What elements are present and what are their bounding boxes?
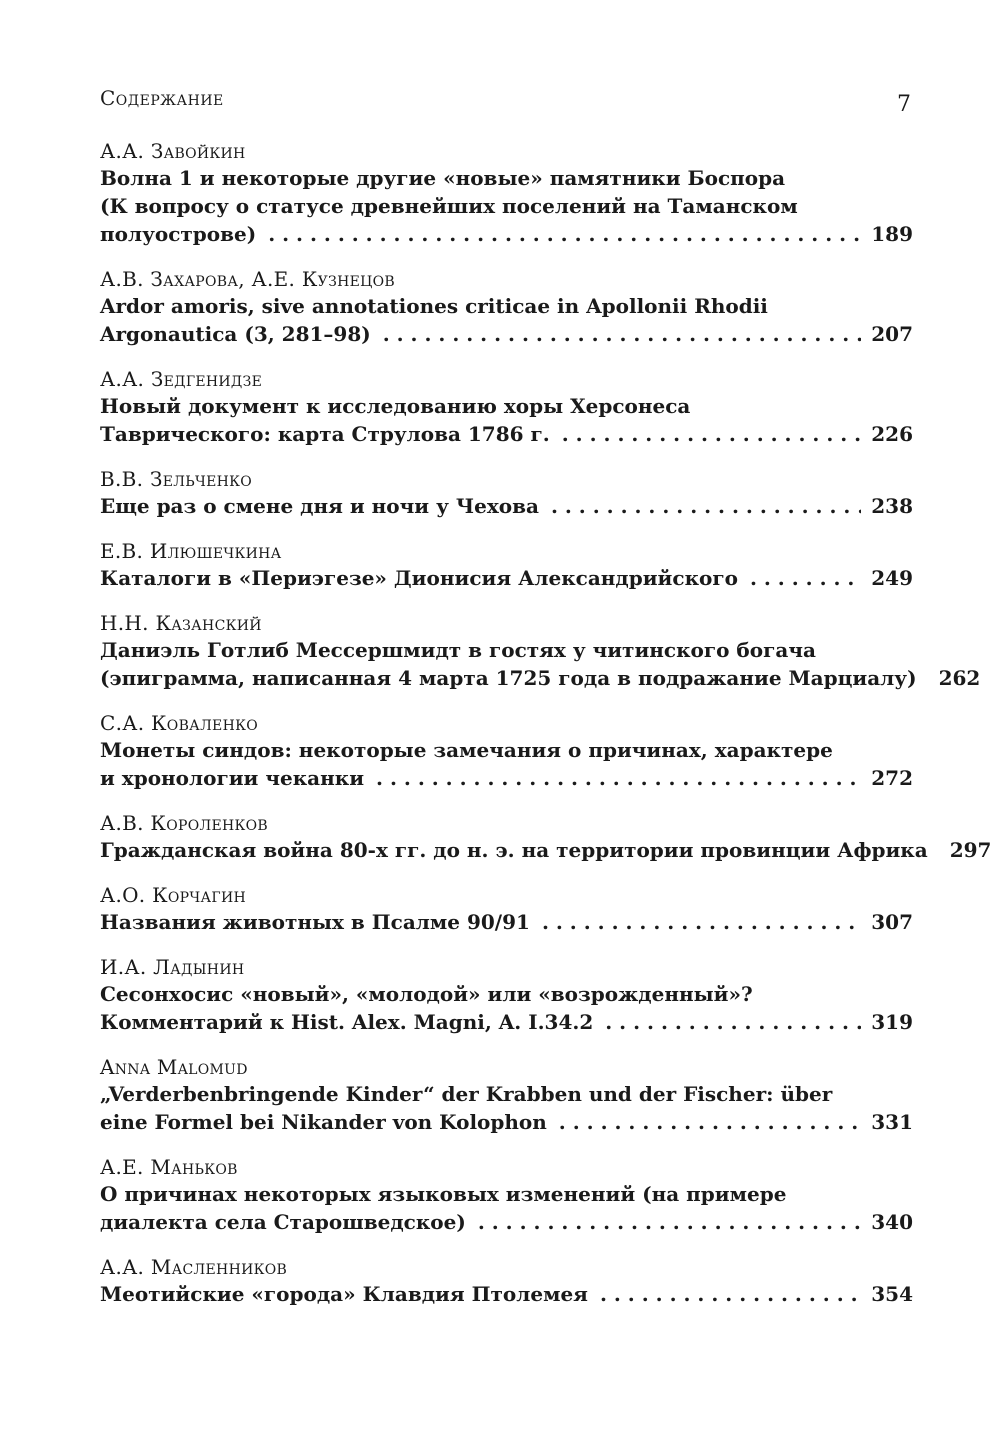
toc-page-number: 319: [871, 1010, 913, 1034]
toc-author: И.А. Ладынин: [100, 955, 245, 979]
dot-leader: [551, 492, 861, 520]
toc-entry[interactable]: [100, 138, 913, 248]
toc-author: А.В. Короленков: [100, 811, 268, 835]
toc-title-last-line: [100, 1108, 913, 1136]
toc-entry[interactable]: [100, 1054, 913, 1136]
toc-title-last-line: [100, 564, 913, 592]
toc-title-last-line: [100, 764, 913, 792]
toc-title-text: полуострове): [100, 222, 257, 246]
table-of-contents-page: [100, 86, 992, 1326]
toc-title-text: Еще раз о смене дня и ночи у Чехова: [100, 494, 539, 518]
toc-entry[interactable]: [100, 266, 913, 348]
dot-leader: [542, 908, 861, 936]
toc-title-text: Комментарий к Hist. Alex. Magni, A. I.34.2: [100, 1010, 594, 1034]
toc-entry[interactable]: [100, 710, 913, 792]
toc-title-text: Меотийские «города» Клавдия Птолемея: [100, 1282, 588, 1306]
toc-page-number: 340: [871, 1210, 913, 1234]
toc-entry[interactable]: [100, 810, 992, 864]
toc-author: А.А. Зедгенидзе: [100, 367, 263, 391]
toc-author: Anna Malomud: [100, 1055, 248, 1079]
dot-leader: [562, 420, 862, 448]
toc-author: А.А. Завойкин: [100, 139, 246, 163]
dot-leader: [376, 764, 861, 792]
dot-leader: [605, 1008, 861, 1036]
toc-entry[interactable]: [100, 366, 913, 448]
toc-page-number: 189: [871, 222, 913, 246]
toc-entry[interactable]: [100, 954, 913, 1036]
toc-title-last-line: [100, 908, 913, 936]
toc-title-line: Даниэль Готлиб Мессершмидт в гостях у читинского богача: [100, 638, 816, 662]
toc-author: Н.Н. Казанский: [100, 611, 262, 635]
toc-title-text: Названия животных в Псалме 90/91: [100, 910, 530, 934]
toc-author: С.А. Коваленко: [100, 711, 258, 735]
toc-page-number: 354: [871, 1282, 913, 1306]
toc-title-line: О причинах некоторых языковых изменений (на примере: [100, 1182, 787, 1206]
toc-title-text: Таврического: карта Струлова 1786 г.: [100, 422, 550, 446]
toc-title-last-line: [100, 836, 992, 864]
toc-title-text: диалекта села Старошведское): [100, 1210, 466, 1234]
toc-title-last-line: [100, 220, 913, 248]
toc-title-last-line: [100, 492, 913, 520]
dot-leader: [268, 220, 861, 248]
toc-page-number: 331: [871, 1110, 913, 1134]
toc-author: А.Е. Маньков: [100, 1155, 238, 1179]
toc-title-line: Волна 1 и некоторые другие «новые» памятники Боспора: [100, 166, 786, 190]
toc-title-text: Каталоги в «Периэгезе» Дионисия Александрийского: [100, 566, 738, 590]
toc-author: А.В. Захарова, А.Е. Кузнецов: [100, 267, 395, 291]
toc-title-last-line: [100, 1208, 913, 1236]
dot-leader: [478, 1208, 861, 1236]
toc-author: А.А. Масленников: [100, 1255, 288, 1279]
toc-author: В.В. Зельченко: [100, 467, 253, 491]
toc-author: Е.В. Илюшечкина: [100, 539, 282, 563]
dot-leader: [559, 1108, 861, 1136]
dot-leader: [600, 1280, 861, 1308]
toc-title-text: Argonautica (3, 281–98): [100, 322, 371, 346]
toc-entry[interactable]: [100, 538, 913, 592]
toc-title-last-line: [100, 320, 913, 348]
toc-title-line: (К вопросу о статусе древнейших поселений на Таманском: [100, 194, 798, 218]
toc-page-number: 297: [949, 838, 992, 862]
toc-title-line: Сесонхосис «новый», «молодой» или «возрожденный»?: [100, 982, 753, 1006]
toc-page-number: 238: [871, 494, 913, 518]
toc-entry[interactable]: [100, 1254, 913, 1308]
toc-page-number: 272: [871, 766, 913, 790]
toc-title-last-line: [100, 1280, 913, 1308]
toc-page-number: 307: [871, 910, 913, 934]
toc-title-last-line: [100, 420, 913, 448]
toc-entry[interactable]: [100, 882, 913, 936]
dot-leader: [383, 320, 862, 348]
toc-page-number: 226: [871, 422, 913, 446]
toc-title-last-line: [100, 664, 981, 692]
toc-title-text: Гражданская война 80-х гг. до н. э. на территории провинции Африка: [100, 838, 928, 862]
toc-title-text: (эпиграмма, написанная 4 марта 1725 года в подражание Марциалу): [100, 666, 917, 690]
toc-entry[interactable]: [100, 1154, 913, 1236]
toc-page-number: 249: [871, 566, 913, 590]
toc-author: А.О. Корчагин: [100, 883, 247, 907]
running-title: Содержание: [100, 86, 224, 110]
toc-title-text: и хронологии чеканки: [100, 766, 365, 790]
toc-list: [100, 138, 992, 1308]
toc-title-line: „Verderbenbringende Kinder“ der Krabben und der Fischer: über: [100, 1082, 833, 1106]
toc-entry[interactable]: [100, 610, 981, 692]
toc-page-number: 207: [871, 322, 913, 346]
toc-title-line: Новый документ к исследованию хоры Херсонеса: [100, 394, 691, 418]
dot-leader: [750, 564, 861, 592]
toc-title-text: eine Formel bei Nikander von Kolophon: [100, 1110, 547, 1134]
toc-page-number: 262: [938, 666, 981, 690]
toc-title-line: Ardor amoris, sive annotationes criticae in Apollonii Rhodii: [100, 294, 768, 318]
running-head: [100, 86, 913, 126]
toc-title-last-line: [100, 1008, 913, 1036]
toc-title-line: Монеты синдов: некоторые замечания о причинах, характере: [100, 738, 833, 762]
toc-entry[interactable]: [100, 466, 913, 520]
page-number: 7: [897, 92, 911, 117]
